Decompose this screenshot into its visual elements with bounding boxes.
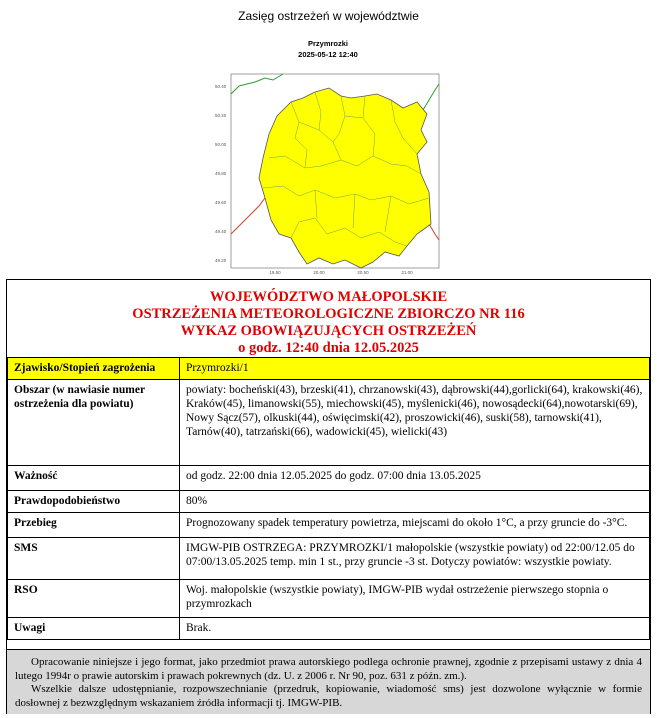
row-value-phenomenon: Przymrozki/1 xyxy=(180,358,650,380)
page-title: Zasięg ostrzeżeń w województwie xyxy=(238,9,419,23)
table-row xyxy=(8,466,650,491)
copyright-notice: Opracowanie niniejsze i jego format, jako przedmiot prawa autorskiego podlega ochronie prawnej, zgodnie z przepisami ustawy z dnia 4 lutego 1994r o prawie autorskim i prawach pokrewnych (dz. U. z 2006 r. Nr 90, poz. 631 z późn. zm.). xyxy=(15,656,642,682)
row-label-phenomenon: Zjawisko/Stopień zagrożenia xyxy=(8,358,180,380)
row-label-validity: Ważność xyxy=(8,466,180,491)
row-label-sms: SMS xyxy=(8,538,180,580)
lat-tick-label: 50.40 xyxy=(215,84,227,89)
lon-tick-label: 21.00 xyxy=(401,270,413,275)
lat-tick-label: 49.80 xyxy=(215,171,227,176)
warning-table xyxy=(7,357,650,640)
lon-tick-label: 19.50 xyxy=(269,270,281,275)
table-row xyxy=(8,580,650,618)
row-value-probability: 80% xyxy=(180,491,650,513)
lon-tick-label: 20.50 xyxy=(357,270,369,275)
row-value-course: Prognozowany spadek temperatury powietrza, miejscami do około 1°C, a przy gruncie do -3°C. xyxy=(180,513,650,538)
table-row xyxy=(8,491,650,513)
map-datetime: 2025-05-12 12:40 xyxy=(298,50,358,59)
row-label-rso: RSO xyxy=(8,580,180,618)
row-label-area: Obszar (w nawiasie numer ostrzeżenia dla powiatu) xyxy=(8,380,180,466)
table-row xyxy=(8,358,650,380)
header-list-title: WYKAZ OBOWIĄZUJĄCYCH OSTRZEŻEŃ xyxy=(180,323,477,339)
lon-tick-label: 20.00 xyxy=(313,270,325,275)
table-row xyxy=(8,538,650,580)
row-value-remarks: Brak. xyxy=(180,618,650,640)
redistribution-notice: Wszelkie dalsze udostępnianie, rozpowszechnianie (przedruk, kopiowanie, wiadomość sms) jest dozwolone wyłącznie w formie dosłownej z bezwzględnym wskazaniem źródła informacji tj. IMGW-PIB. xyxy=(15,683,642,709)
warning-report xyxy=(6,279,651,714)
table-row xyxy=(8,618,650,640)
header-warning-number: OSTRZEŻENIA METEOROLOGICZNE ZBIORCZO NR 116 xyxy=(132,306,525,322)
table-row xyxy=(8,513,650,538)
row-label-course: Przebieg xyxy=(8,513,180,538)
header-datetime: o godz. 12:40 dnia 12.05.2025 xyxy=(238,340,419,356)
warning-map xyxy=(195,38,461,276)
map-title: Przymrozki xyxy=(307,39,349,48)
lat-tick-label: 49.20 xyxy=(215,258,227,263)
lat-tick-label: 50.20 xyxy=(215,113,227,118)
header-region: WOJEWÓDZTWO MAŁOPOLSKIE xyxy=(209,289,448,305)
report-header xyxy=(7,280,650,357)
copyright-footer xyxy=(7,649,650,714)
row-label-remarks: Uwagi xyxy=(8,618,180,640)
row-value-validity: od godz. 22:00 dnia 12.05.2025 do godz. 07:00 dnia 13.05.2025 xyxy=(180,466,650,491)
lat-tick-label: 50.00 xyxy=(215,142,227,147)
row-value-sms: IMGW-PIB OSTRZEGA: PRZYMROZKI/1 małopolskie (wszystkie powiaty) od 22:00/12.05 do 07:00/13.05.2025 temp. min 1 st., przy gruncie -3 st. Dotyczy powiatów: wszystkie powiaty. xyxy=(180,538,650,580)
lat-tick-label: 49.60 xyxy=(215,200,227,205)
row-label-probability: Prawdopodobieństwo xyxy=(8,491,180,513)
table-row xyxy=(8,380,650,466)
row-value-area: powiaty: bocheński(43), brzeski(41), chrzanowski(43), dąbrowski(44),gorlicki(64), krakowski(46), Kraków(45), limanowski(55), miechowski(45), myślenicki(46), nowosądecki(64),nowotarski(69), Nowy Sącz(57), olkuski(44), oświęcimski(42), proszowicki(46), suski(58), tarnowski(41), Tarnów(40), tatrzański(66), wadowicki(45), wielicki(43) xyxy=(180,380,650,466)
row-value-rso: Woj. małopolskie (wszystkie powiaty), IMGW-PIB wydał ostrzeżenie pierwszego stopnia o przymrozkach xyxy=(180,580,650,618)
lat-tick-label: 49.40 xyxy=(215,229,227,234)
